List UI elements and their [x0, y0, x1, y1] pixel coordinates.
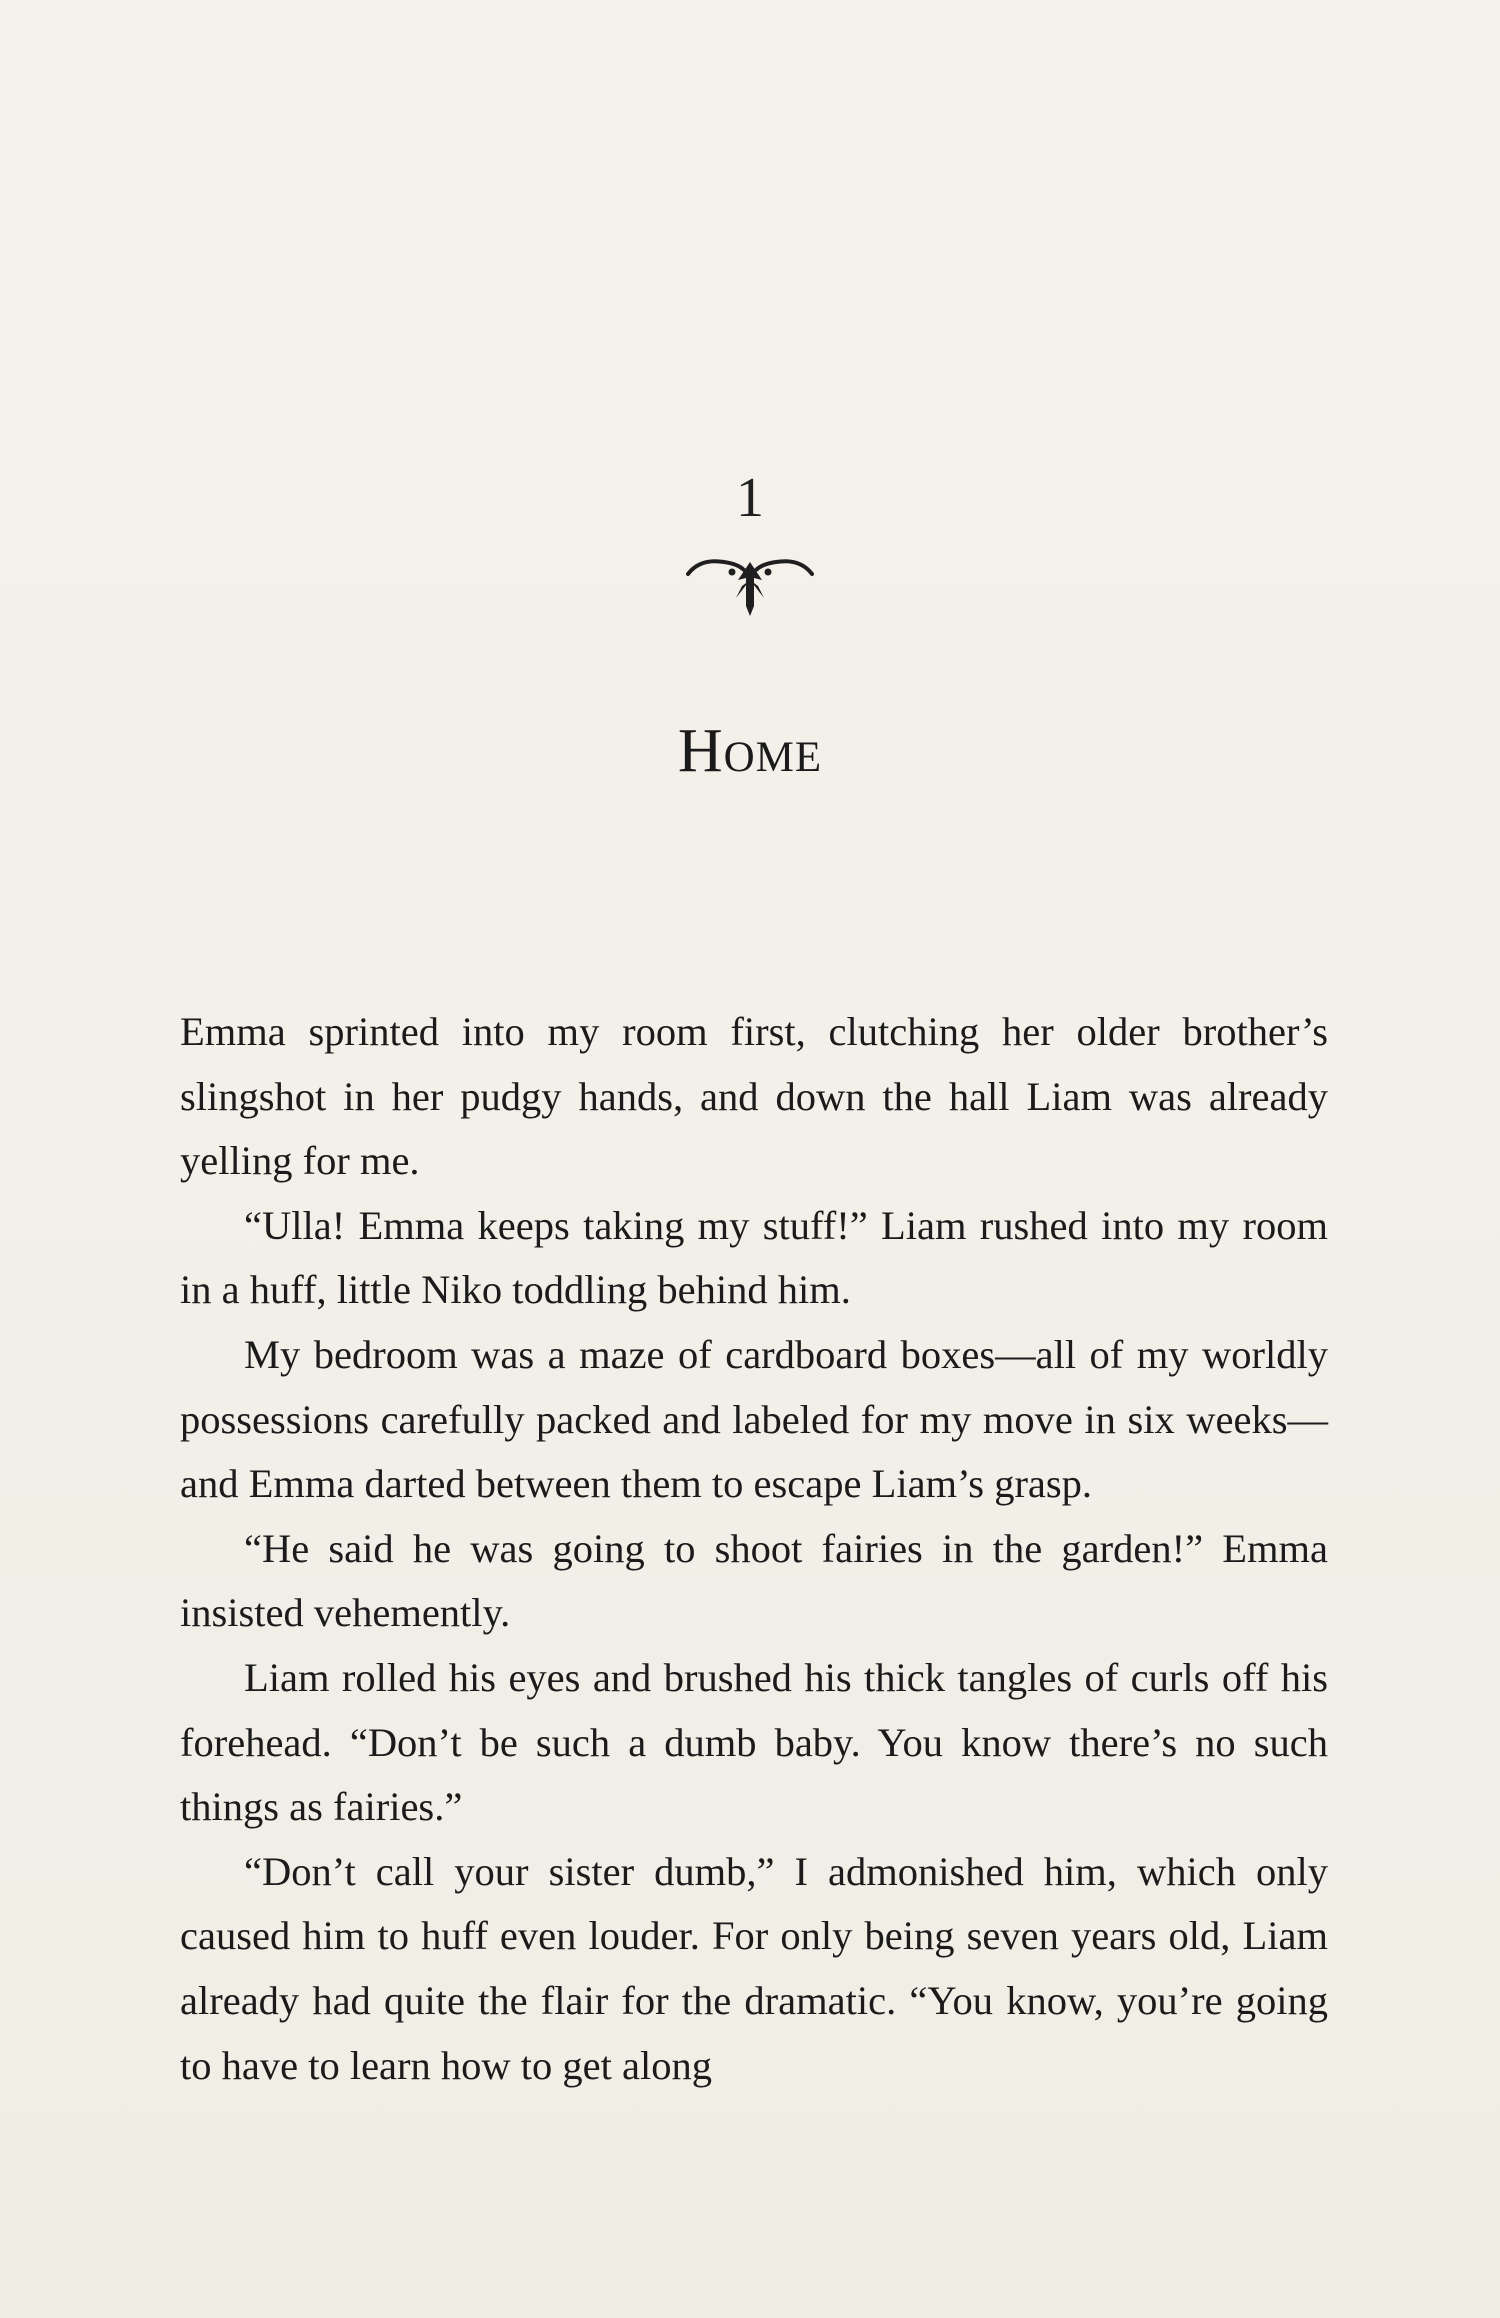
chapter-body	[180, 1000, 1328, 2098]
paragraph: “He said he was going to shoot fairies in the garden!” Emma insisted vehemently.	[180, 1525, 1328, 1636]
paragraph: “Don’t call your sister dumb,” I admonished him, which only caused him to huff even louder. For only being seven years old, Liam already had quite the flair for the dramatic. “You know, you’re going to have to learn how to get along	[180, 1848, 1328, 2088]
fleuron-ornament-icon	[680, 540, 820, 620]
paragraph: My bedroom was a maze of cardboard boxes—all of my worldly possessions carefully packed and labeled for my move in six weeks—and Emma darted between them to escape Liam’s grasp.	[180, 1331, 1328, 1507]
chapter-title: Home	[677, 717, 823, 785]
paragraph: Liam rolled his eyes and brushed his thick tangles of curls off his forehead. “Don’t be such a dumb baby. You know there’s no such things as fairies.”	[180, 1654, 1328, 1830]
paragraph: Emma sprinted into my room first, clutching her older brother’s slingshot in her pudgy hands, and down the hall Liam was already yelling for me.	[180, 1009, 1328, 1184]
chapter-number: 1	[736, 467, 764, 529]
paragraph: “Ulla! Emma keeps taking my stuff!” Liam rushed into my room in a huff, little Niko toddling behind him.	[180, 1202, 1328, 1313]
